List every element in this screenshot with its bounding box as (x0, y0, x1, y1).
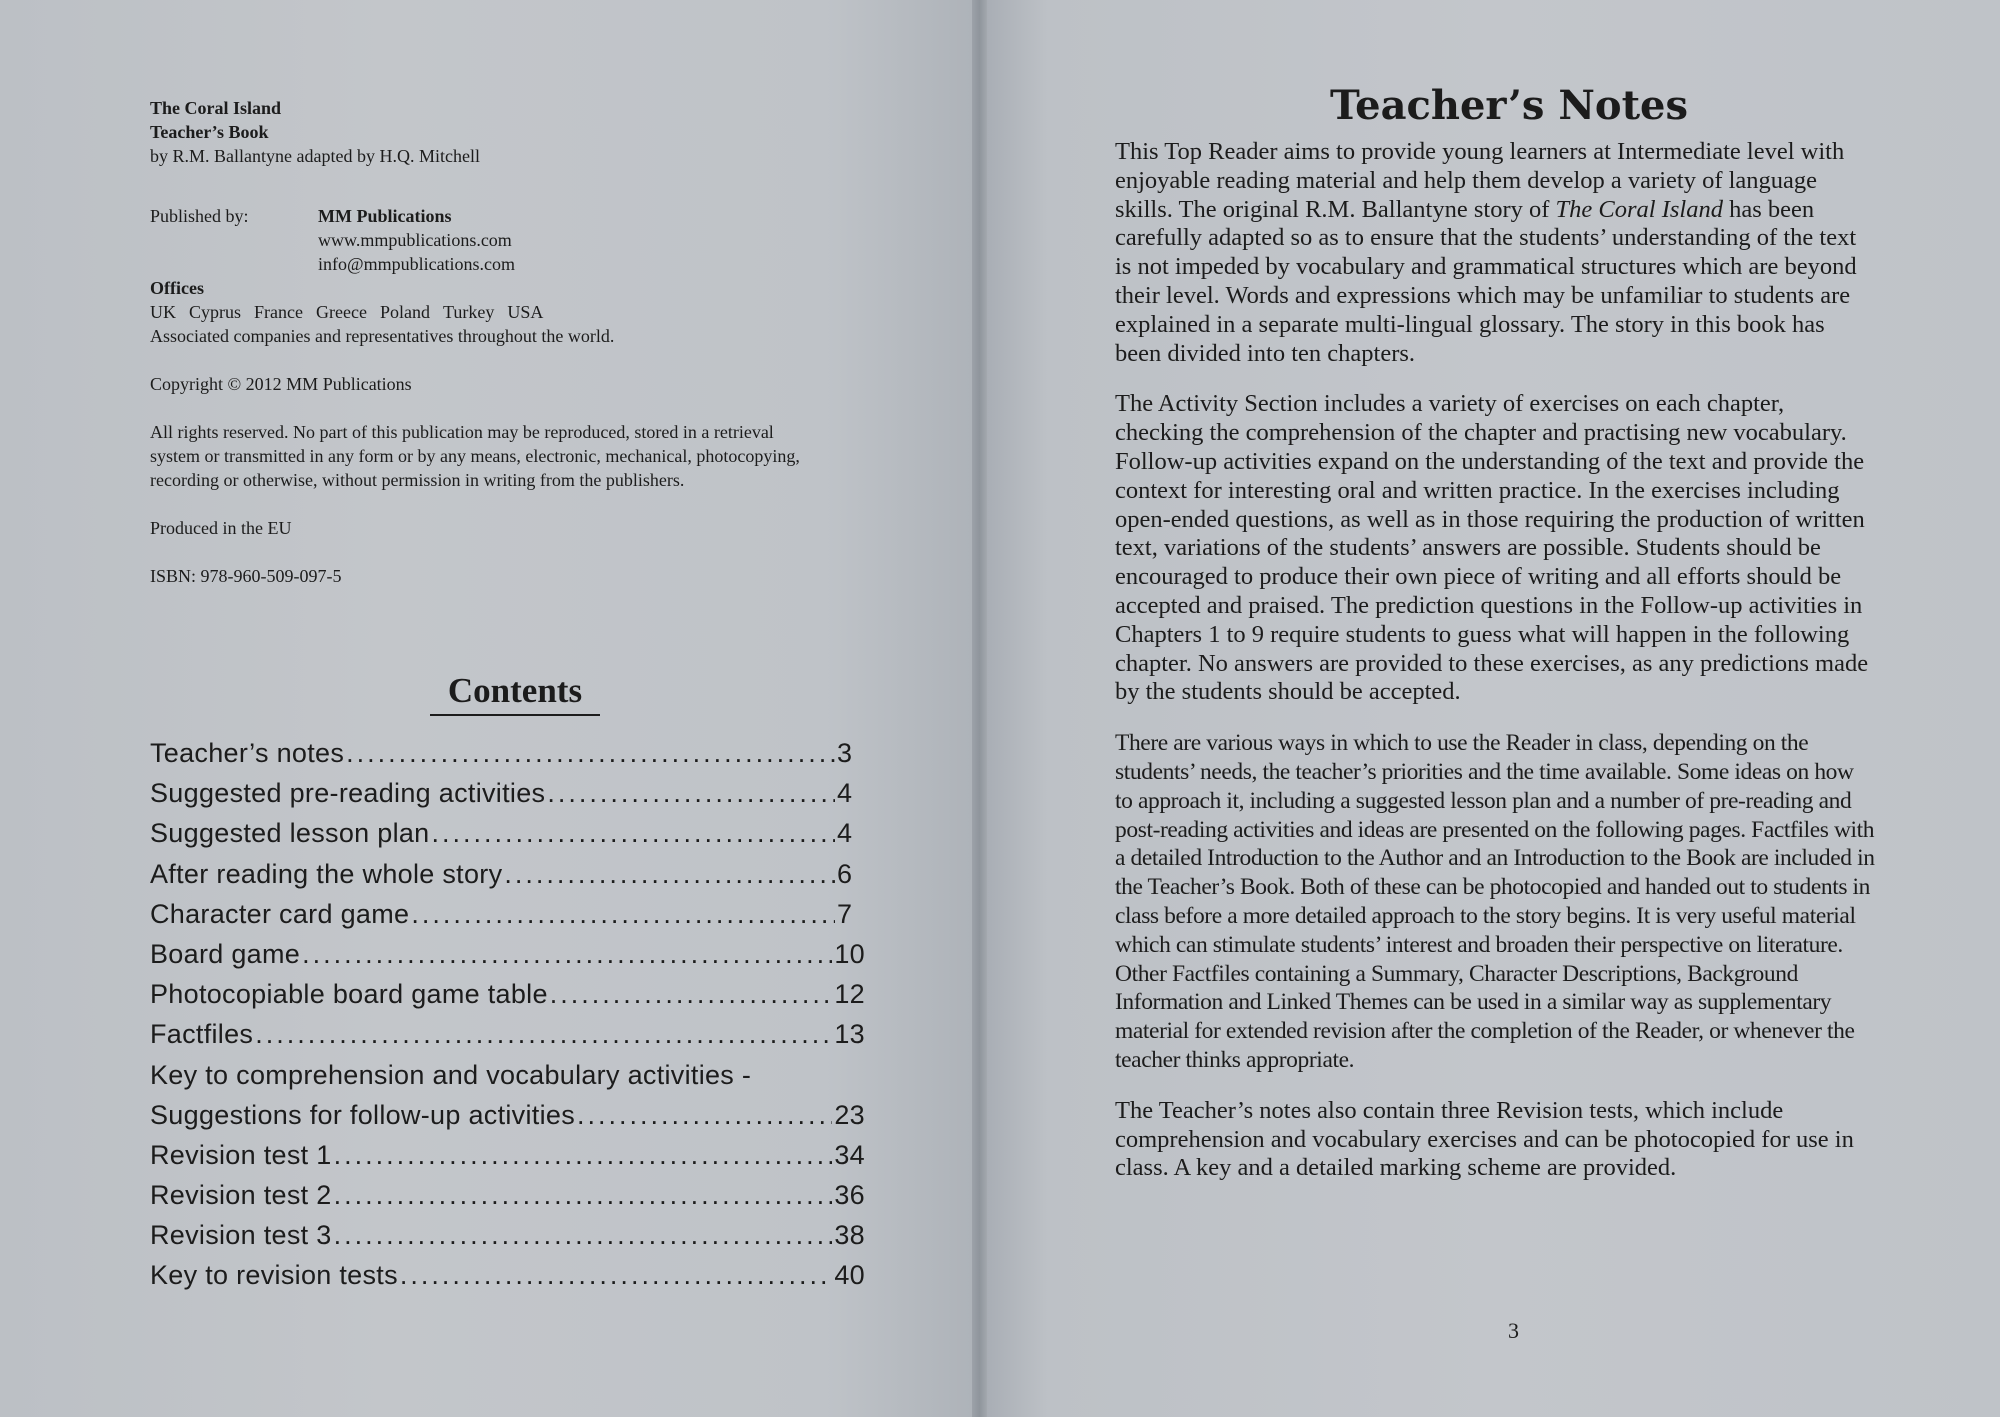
toc-entry[interactable] (150, 899, 865, 939)
country: France (254, 302, 303, 322)
toc-entry[interactable] (150, 1140, 865, 1180)
toc-page-number: 34 (834, 1139, 865, 1170)
publisher-row (150, 204, 910, 276)
rights-notice (150, 420, 910, 492)
toc-leader-dots (400, 1260, 832, 1291)
book-gutter (972, 0, 987, 1417)
toc-leader-dots (334, 1180, 833, 1211)
toc-label: Factfiles (150, 1019, 254, 1050)
toc-page-number: 12 (834, 979, 865, 1010)
rights-line: All rights reserved. No part of this publication may be reproduced, stored in a retrieval (150, 422, 774, 442)
toc-label: Key to comprehension and vocabulary activities - (150, 1059, 752, 1090)
toc-leader-dots (346, 738, 835, 769)
toc-leader-dots (302, 939, 832, 970)
toc-page-number: 10 (834, 938, 865, 969)
toc-entry[interactable] (150, 1220, 865, 1260)
offices-countries (150, 300, 910, 324)
toc-page-number: 23 (834, 1099, 865, 1130)
toc-label: Board game (150, 938, 301, 969)
imprint-block (150, 96, 910, 588)
toc-leader-dots (547, 778, 835, 809)
toc-leader-dots (255, 1019, 832, 1050)
isbn-line: ISBN: 978-960-509-097-5 (150, 566, 342, 586)
notes-text: This Top Reader aims to provide young learners at Intermediate level with enjoyable reading material and help them develop a variety of language skills. The original R.M. Ballantyne story of (1115, 138, 1845, 223)
published-by-label: Published by: (150, 206, 249, 226)
notes-paragraph (1115, 138, 1875, 368)
book-subtitle: Teacher’s Book (150, 122, 269, 142)
toc-page-number: 40 (834, 1260, 865, 1291)
toc-entry[interactable] (150, 1180, 865, 1220)
toc-entry[interactable] (150, 859, 865, 899)
authors-line: by R.M. Ballantyne adapted by H.Q. Mitchell (150, 146, 480, 166)
toc-page-number: 4 (837, 818, 853, 849)
book-title-italic: The Coral Island (1555, 195, 1723, 223)
country: Turkey (442, 302, 495, 322)
toc-leader-dots (334, 1220, 833, 1251)
toc-label: Suggestions for follow-up activities (150, 1099, 576, 1130)
table-of-contents (150, 738, 865, 1301)
toc-page-number: 4 (837, 778, 853, 809)
toc-leader-dots (334, 1140, 833, 1171)
toc-entry[interactable] (150, 979, 865, 1019)
toc-entry[interactable] (150, 778, 865, 818)
publisher-website: www.mmpublications.com (318, 230, 512, 250)
notes-text: has been carefully adapted so as to ensure that the students’ understanding of the text is not impeded by vocabulary and grammatical structures which are beyond their level. Words and expressions which may be unfamiliar to students are explained in a separate multi-lingual glossary. The story in this book has been divided into ten chapters. (1115, 195, 1857, 367)
toc-leader-dots (504, 859, 835, 890)
toc-label: Revision test 1 (150, 1139, 332, 1170)
rights-line: system or transmitted in any form or by any means, electronic, mechanical, photocopying, (150, 446, 800, 466)
publisher-name: MM Publications (318, 206, 452, 226)
toc-leader-dots (577, 1100, 832, 1131)
publisher-email: info@mmpublications.com (318, 254, 516, 274)
toc-label: Revision test 2 (150, 1180, 332, 1211)
notes-heading: Teacher’s Notes (1330, 82, 1689, 129)
toc-label: Teacher’s notes (150, 738, 345, 768)
toc-entry[interactable] (150, 1100, 865, 1140)
associates-line: Associated companies and representatives throughout the world. (150, 326, 615, 346)
toc-entry[interactable] (150, 1260, 865, 1300)
contents-heading: Contents (430, 668, 600, 716)
toc-page-number: 38 (834, 1220, 865, 1251)
toc-label: Key to revision tests (150, 1260, 398, 1291)
toc-page-number: 7 (837, 898, 853, 929)
notes-body (1115, 138, 1875, 1205)
country: UK (150, 302, 176, 322)
left-page (0, 0, 972, 1417)
toc-label: Suggested pre-reading activities (150, 778, 546, 809)
notes-paragraph: The Teacher’s notes also contain three Revision tests, which include comprehension and vocabulary exercises and can be photocopied for use in class. A key and a detailed marking scheme are provided. (1115, 1096, 1854, 1182)
copyright-line: Copyright © 2012 MM Publications (150, 374, 412, 394)
toc-page-number: 13 (834, 1019, 865, 1050)
toc-entry[interactable] (150, 1019, 865, 1059)
notes-paragraph: The Activity Section includes a variety of exercises on each chapter, checking the comprehension of the chapter and practising new vocabulary. Follow-up activities expand on the understanding of the text and provide the context for interesting oral and written practice. In the exercises including open-ended questions, as well as in those requiring the production of written text, variations of the students’ answers are possible. Students should be encouraged to produce their own piece of writing and all efforts should be accepted and praised. The prediction questions in the Follow-up activities in Chapters 1 to 9 require students to guess what will happen in the following chapter. No answers are provided to these exercises, as any predictions made by the students should be accepted. (1115, 390, 1869, 706)
country: Cyprus (189, 302, 242, 322)
toc-leader-dots (550, 979, 833, 1010)
toc-page-number: 36 (834, 1180, 865, 1211)
toc-entry[interactable] (150, 939, 865, 979)
rights-line: recording or otherwise, without permission in writing from the publishers. (150, 470, 685, 490)
toc-label: Suggested lesson plan (150, 818, 430, 849)
notes-text: There are various ways in which to use the Reader in class, depending on the students’ needs, the teacher’s priorities and the time available. Some ideas on how to approach it, including a suggested lesson plan and a number of pre-reading and post-reading activities and ideas are presented on the following pages. Factfiles with a detailed Introduction to the Author and an Introduction to the Book are included in the Teacher’s Book. Both of these can be photocopied and handed out to students in class before a more detailed approach to the story begins. It is very useful material which can stimulate students’ interest and broaden their perspective on literature. (1115, 730, 1875, 958)
toc-label: Character card game (150, 898, 410, 929)
toc-entry[interactable] (150, 1060, 865, 1100)
country: USA (507, 302, 544, 322)
toc-leader-dots (432, 818, 835, 849)
toc-label: Revision test 3 (150, 1220, 332, 1251)
toc-label: After reading the whole story (150, 858, 503, 889)
toc-entry[interactable] (150, 818, 865, 858)
toc-page-number: 6 (837, 858, 853, 889)
produced-line: Produced in the EU (150, 518, 292, 538)
toc-label: Photocopiable board game table (150, 979, 548, 1010)
book-title: The Coral Island (150, 98, 282, 118)
page-number: 3 (1508, 1318, 1519, 1343)
country: Greece (316, 302, 367, 322)
toc-leader-dots (411, 899, 835, 930)
toc-entry[interactable] (150, 738, 865, 778)
publisher-info (318, 204, 910, 276)
notes-paragraph (1115, 729, 1875, 1075)
notes-text: Other Factfiles containing a Summary, Character Descriptions, Background Information and Linked Themes can be used in a similar way as supplementary material for extended revision after the completion of the Reader, or whenever the teacher thinks appropriate. (1115, 960, 1855, 1073)
country: Poland (379, 302, 430, 322)
offices-title: Offices (150, 278, 204, 298)
toc-page-number: 3 (837, 738, 853, 768)
